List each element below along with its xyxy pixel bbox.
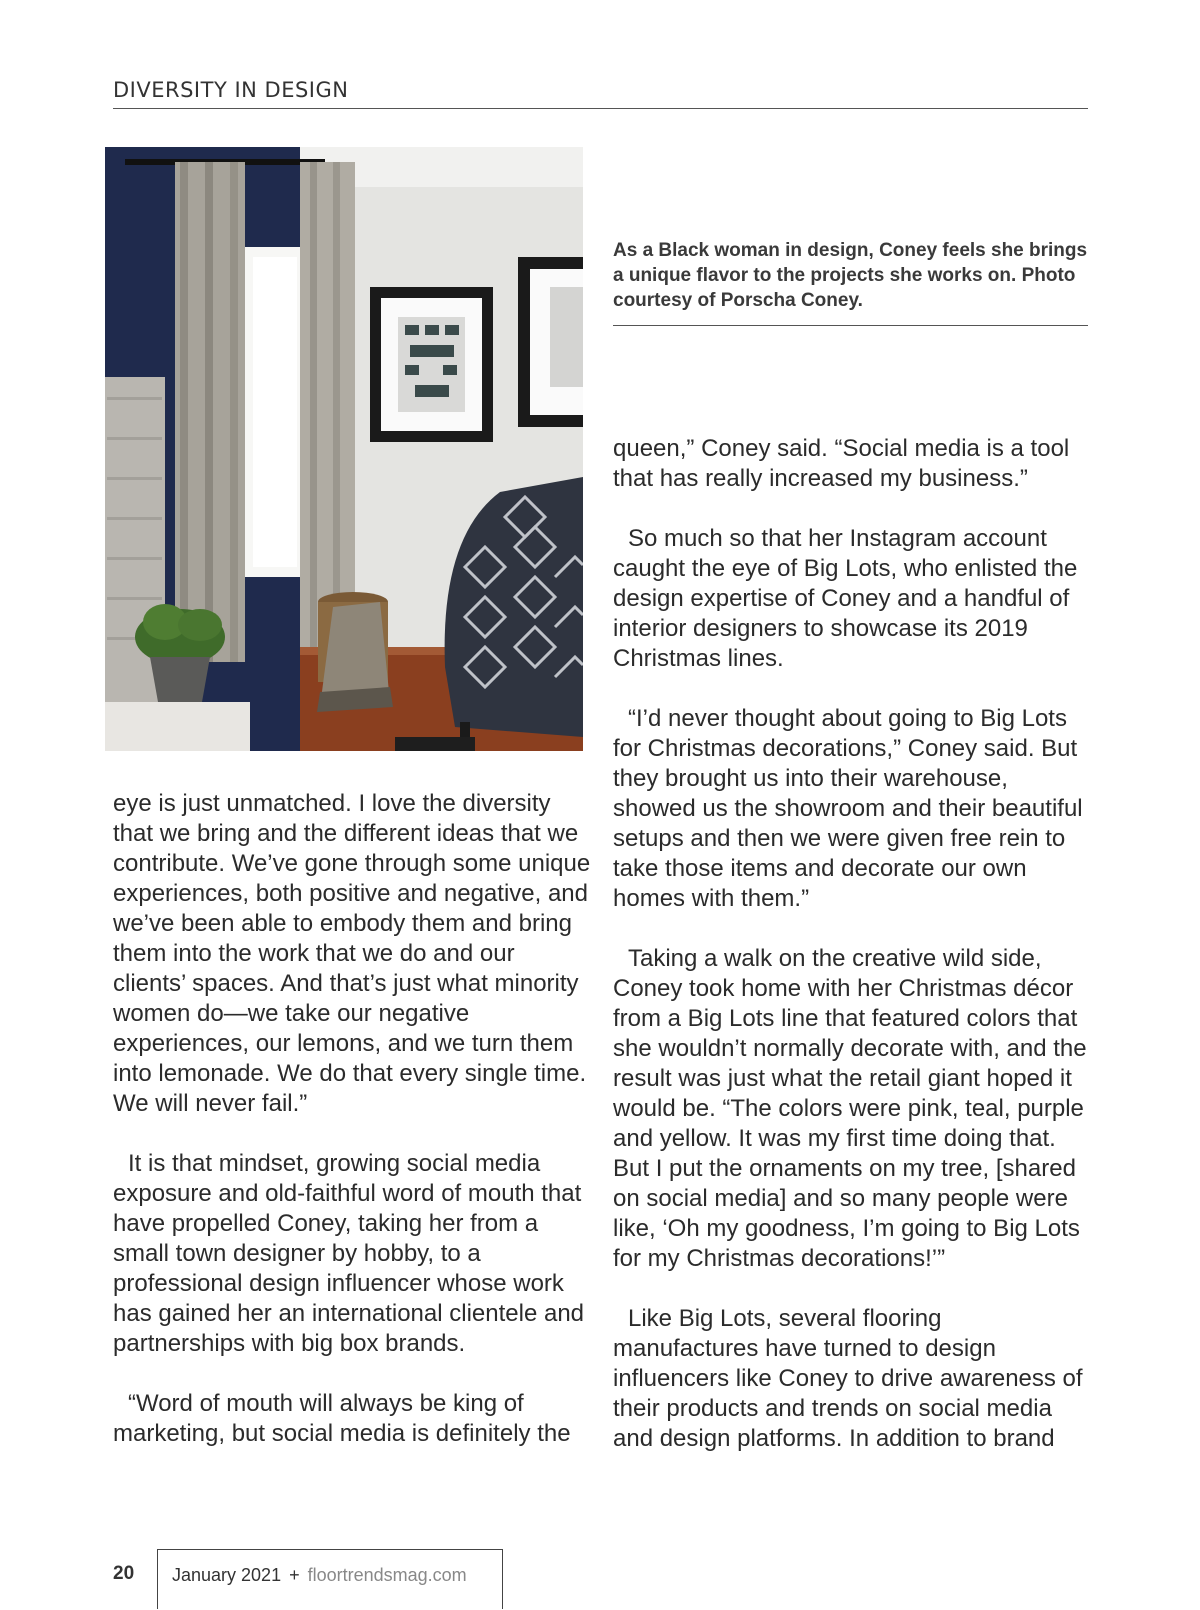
paragraph: It is that mindset, growing social media exposure and old-faithful word of mouth that have propelled Coney, taking her from a small town designer by hobby, to a professional design influencer whose work has gained her an international clientele and partnerships with big box brands. [113, 1150, 585, 1357]
footer-separator: + [289, 1565, 300, 1585]
issue-date: January 2021 [172, 1565, 282, 1585]
paragraph: “I’d never thought about going to Big Lots for Christmas decorations,” Coney said. But they brought us into their warehouse, showed us the showroom and their beautiful setups and then we were given free rein to take those items and decorate our own homes with them.” [613, 705, 1083, 912]
page-number: 20 [113, 1563, 135, 1584]
photo-caption: As a Black woman in design, Coney feels she brings a unique flavor to the projects she works on. Photo courtesy of Porscha Coney. [613, 238, 1088, 326]
paragraph: queen,” Coney said. “Social media is a tool that has really increased my business.” [613, 435, 1070, 492]
paragraph: “Word of mouth will always be king of marketing, but social media is definitely the [113, 1390, 571, 1447]
article-column-left [113, 789, 591, 1449]
room-interior-photo [105, 147, 583, 751]
website-link[interactable]: floortrendsmag.com [307, 1565, 467, 1585]
article-column-right [613, 434, 1093, 1454]
paragraph: Taking a walk on the creative wild side, Coney took home with her Christmas décor from a Big Lots line that featured colors that she wouldn’t normally decorate with, and the result was just what the retail giant hoped it would be. “The colors were pink, teal, purple and yellow. It was my first time doing that. But I put the ornaments on my tree, [shared on social media] and so many people were like, ‘Oh my goodness, I’m going to Big Lots for my Christmas decorations!’” [613, 945, 1087, 1272]
paragraph: So much so that her Instagram account caught the eye of Big Lots, who enlisted the design expertise of Coney and a handful of interior designers to showcase its 2019 Christmas lines. [613, 525, 1078, 672]
paragraph: Like Big Lots, several flooring manufactures have turned to design influencers like Coney to drive awareness of their products and trends on social media and design platforms. In addition to brand [613, 1305, 1083, 1452]
photo-illustration [105, 147, 583, 751]
footer-issue-box [157, 1549, 503, 1609]
page-footer [113, 1549, 503, 1609]
section-header: DIVERSITY IN DESIGN [113, 78, 1088, 109]
paragraph: eye is just unmatched. I love the diversity that we bring and the different ideas that we contribute. We’ve gone through some unique experiences, both positive and negative, and we’ve been able to embody them and bring them into the work that we do and our clients’ spaces. And that’s just what minority women do—we take our negative experiences, our lemons, and we turn them into lemonade. We do that every single time. We will never fail.” [113, 790, 591, 1117]
